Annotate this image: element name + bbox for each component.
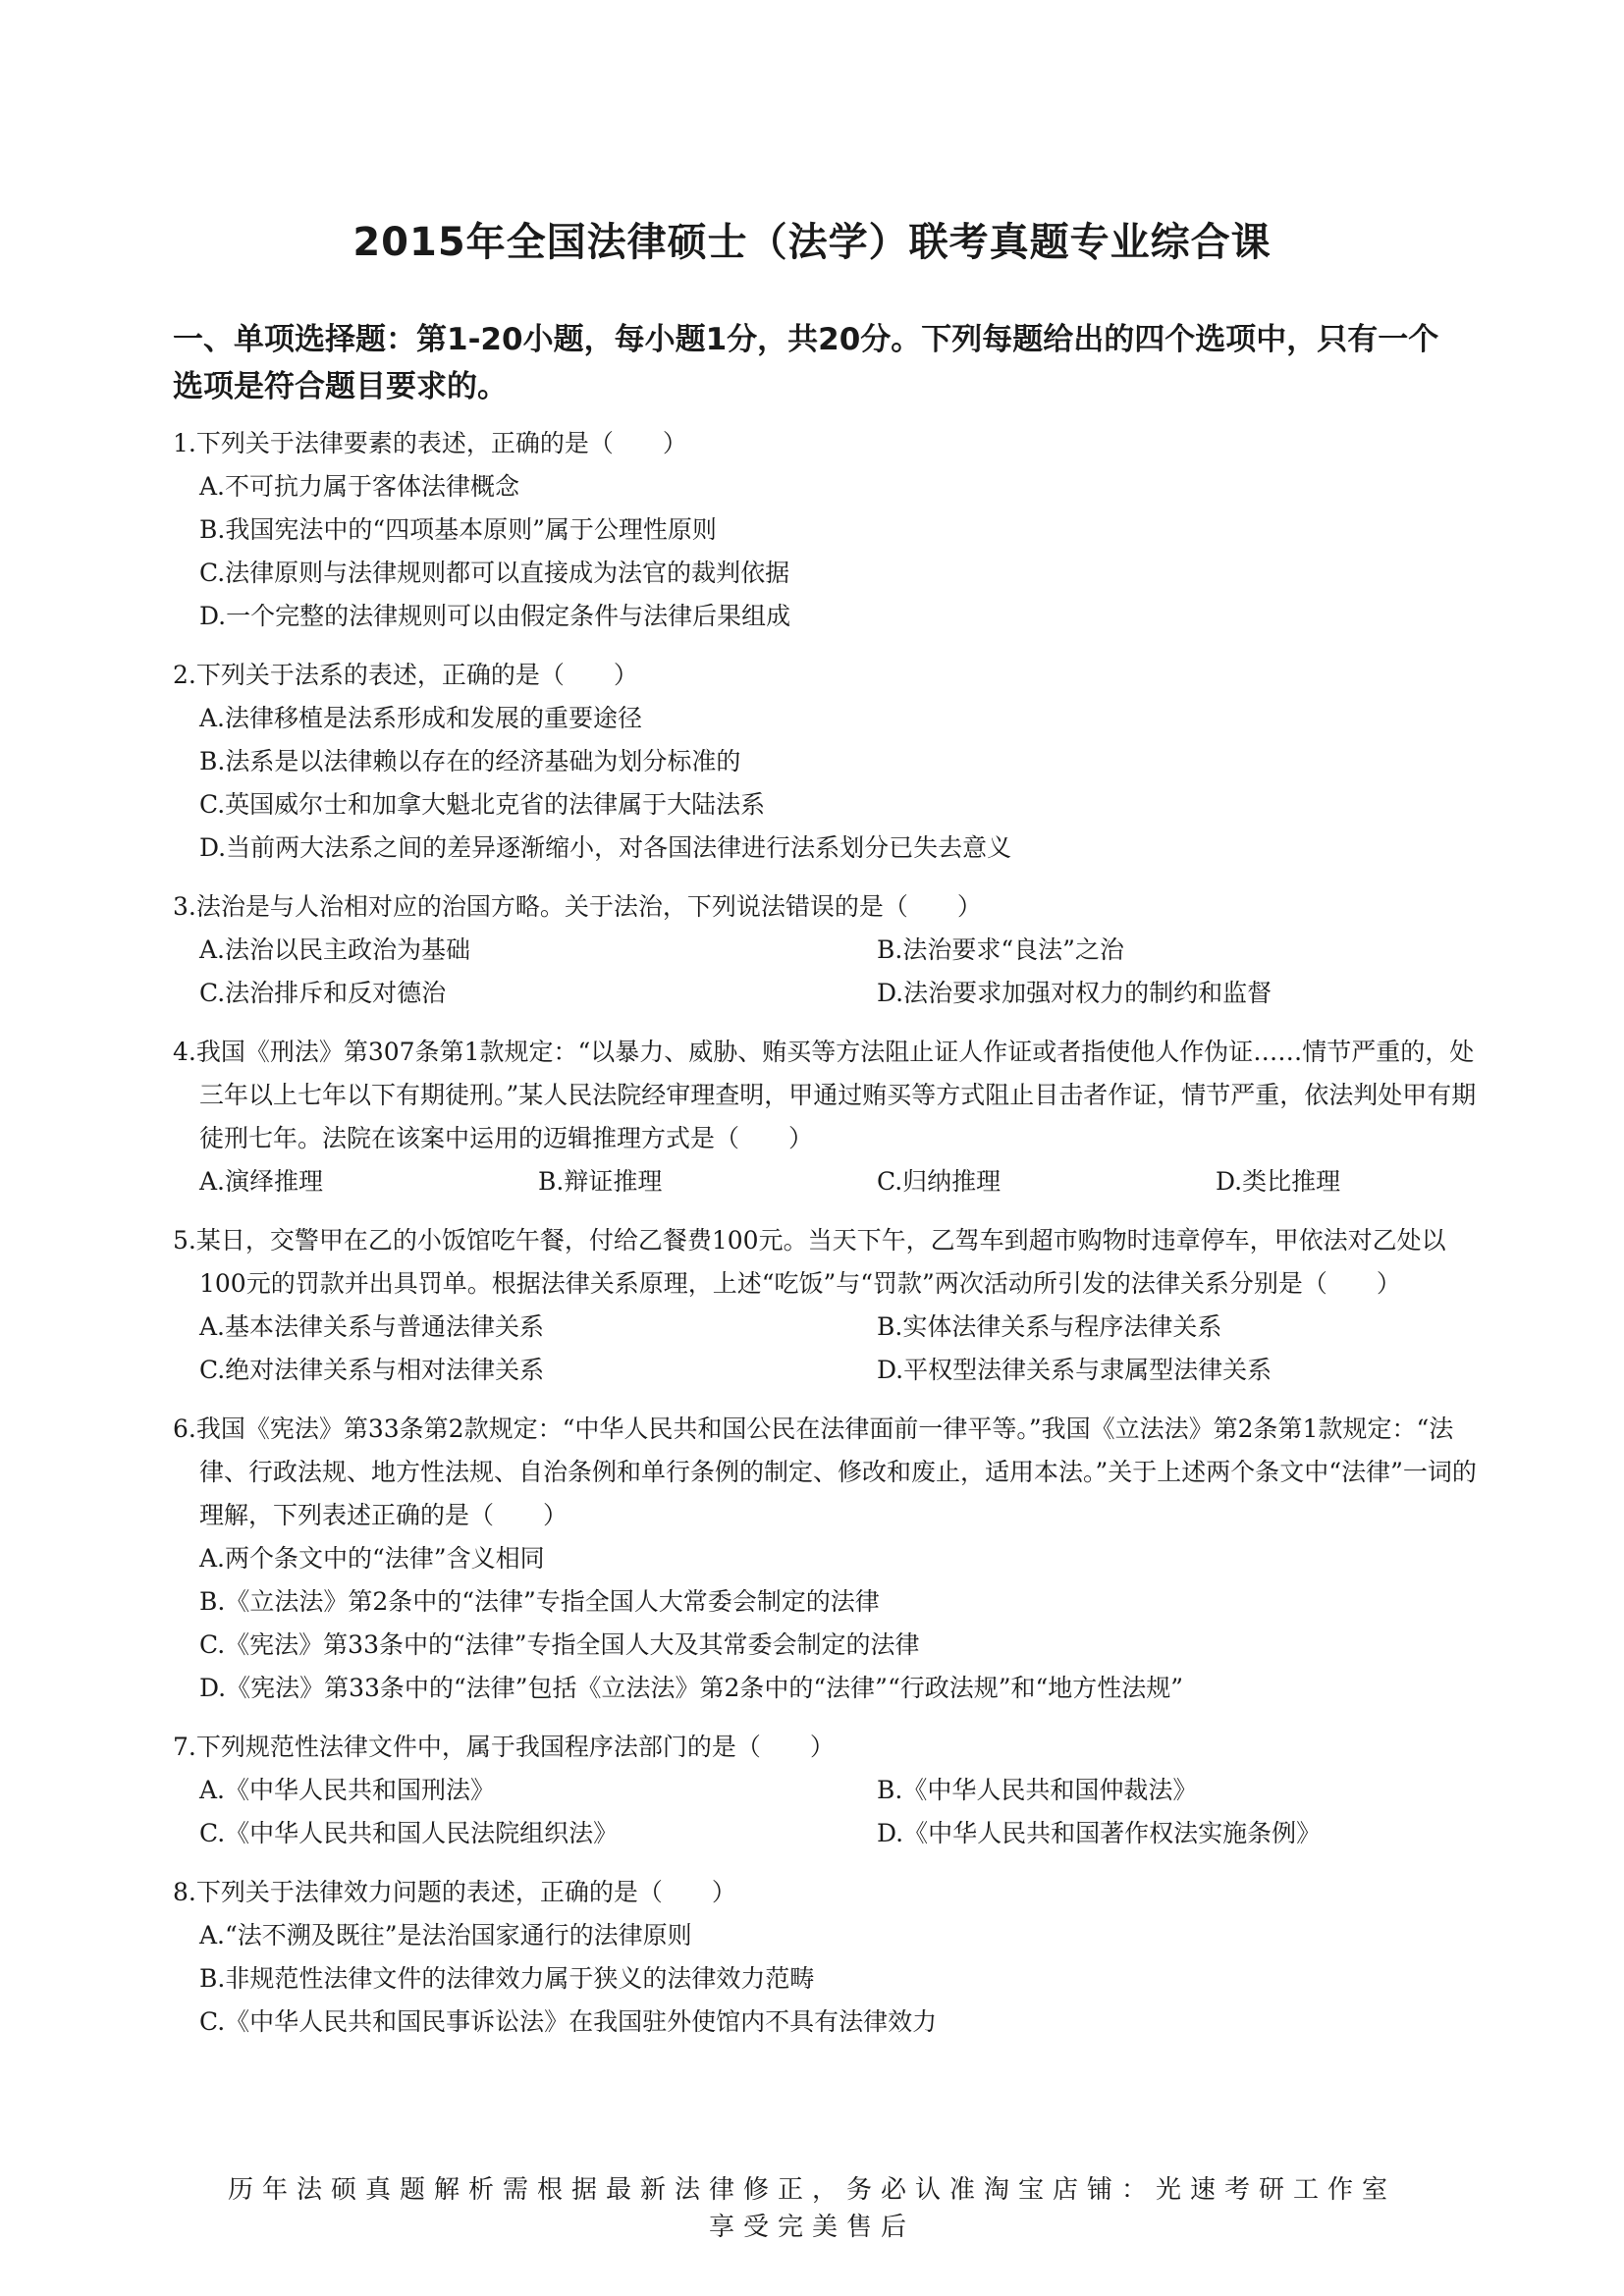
- question-stem: 8.下列关于法律效力问题的表述，正确的是（ ）: [173, 1878, 736, 1906]
- answer-option: D.类比推理: [1216, 1167, 1341, 1196]
- answer-option: D.平权型法律关系与隶属型法律关系: [877, 1356, 1272, 1384]
- answer-option: C.法律原则与法律规则都可以直接成为法官的裁判依据: [199, 559, 790, 587]
- answer-option: B.《中华人民共和国仲裁法》: [877, 1776, 1198, 1804]
- answer-option: D.一个完整的法律规则可以由假定条件与法律后果组成: [199, 602, 791, 630]
- page-title: 2015年全国法律硕士（法学）联考真题专业综合课: [352, 220, 1272, 265]
- question-item: [173, 1408, 1479, 1710]
- answer-option: B.实体法律关系与程序法律关系: [877, 1312, 1222, 1341]
- answer-option: C.《中华人民共和国民事诉讼法》在我国驻外使馆内不具有法律效力: [199, 2007, 938, 2036]
- question-stem: 6.我国《宪法》第33条第2款规定：“中华人民共和国公民在法律面前一律平等。”我国《立法法》第2条第1款规定：“法律、行政法规、地方性法规、自治条例和单行条例的制定、修改和废止，适用本法。”关于上述两个条文中“法律”一词的理解，下列表述正确的是（ ）: [173, 1415, 1477, 1529]
- answer-option: C.《宪法》第33条中的“法律”专指全国人大及其常委会制定的法律: [199, 1630, 920, 1659]
- option-group: [173, 465, 1479, 638]
- answer-option: D.法治要求加强对权力的制约和监督: [877, 979, 1272, 1007]
- section-header: 一、单项选择题：第1-20小题，每小题1分，共20分。下列每题给出的四个选项中，只有一个选项是符合题目要求的。: [173, 322, 1439, 404]
- footer-line-2: 享受完美售后: [708, 2213, 915, 2242]
- answer-option: A.基本法律关系与普通法律关系: [199, 1312, 545, 1341]
- option-group: [173, 1306, 1479, 1392]
- question-item: [173, 1726, 1479, 1855]
- question-item: [173, 422, 1479, 638]
- answer-option: C.英国威尔士和加拿大魁北克省的法律属于大陆法系: [199, 790, 766, 819]
- answer-option: D.《宪法》第33条中的“法律”包括《立法法》第2条中的“法律”“行政法规”和“地方性法规”: [199, 1674, 1184, 1702]
- question-item: [173, 1031, 1479, 1203]
- option-group: [173, 1160, 1479, 1203]
- question-item: [173, 654, 1479, 870]
- answer-option: B.我国宪法中的“四项基本原则”属于公理性原则: [199, 515, 717, 544]
- answer-option: B.《立法法》第2条中的“法律”专指全国人大常委会制定的法律: [199, 1587, 880, 1616]
- option-group: [173, 1769, 1479, 1855]
- question-item: [173, 1871, 1479, 2044]
- question-stem: 7.下列规范性法律文件中，属于我国程序法部门的是（ ）: [173, 1733, 835, 1761]
- question-stem: 4.我国《刑法》第307条第1款规定：“以暴力、威胁、贿买等方法阻止证人作证或者指使他人作伪证……情节严重的，处三年以上七年以下有期徒刑。”某人民法院经审理查明，甲通过贿买等方式阻止目击者作证，情节严重，依法判处甲有期徒刑七年。法院在该案中运用的迈辑推理方式是（ ）: [173, 1038, 1477, 1152]
- answer-option: B.辩证推理: [538, 1167, 663, 1196]
- answer-option: A.演绎推理: [199, 1167, 324, 1196]
- question-stem: 5.某日，交警甲在乙的小饭馆吃午餐，付给乙餐费100元。当天下午，乙驾车到超市购物时违章停车，甲依法对乙处以100元的罚款并出具罚单。根据法律关系原理，上述“吃饭”与“罚款”两次活动所引发的法律关系分别是（ ）: [173, 1226, 1446, 1298]
- question-list: [173, 422, 1479, 2059]
- answer-option: C.绝对法律关系与相对法律关系: [199, 1356, 545, 1384]
- option-group: [173, 1537, 1479, 1710]
- answer-option: B.非规范性法律文件的法律效力属于狭义的法律效力范畴: [199, 1964, 815, 1993]
- answer-option: B.法系是以法律赖以存在的经济基础为划分标准的: [199, 747, 741, 775]
- question-stem: 3.法治是与人治相对应的治国方略。关于法治，下列说法错误的是（ ）: [173, 892, 982, 921]
- answer-option: C.《中华人民共和国人民法院组织法》: [199, 1819, 619, 1847]
- answer-option: A.法律移植是法系形成和发展的重要途径: [199, 704, 643, 732]
- question-item: [173, 1219, 1479, 1392]
- answer-option: A.《中华人民共和国刑法》: [199, 1776, 496, 1804]
- question-stem: 1.下列关于法律要素的表述，正确的是（ ）: [173, 429, 687, 457]
- question-item: [173, 885, 1479, 1015]
- answer-option: B.法治要求“良法”之治: [877, 935, 1124, 964]
- footer-line-1: 历年法硕真题解析需根据最新法律修正，务必认准淘宝店铺：光速考研工作室: [227, 2175, 1396, 2205]
- answer-option: A.法治以民主政治为基础: [199, 935, 471, 964]
- answer-option: A.“法不溯及既往”是法治国家通行的法律原则: [199, 1921, 692, 1949]
- answer-option: A.不可抗力属于客体法律概念: [199, 472, 520, 501]
- option-group: [173, 697, 1479, 870]
- answer-option: D.当前两大法系之间的差异逐渐缩小，对各国法律进行法系划分已失去意义: [199, 833, 1012, 862]
- footer: [0, 2171, 1624, 2246]
- answer-option: C.归纳推理: [877, 1167, 1001, 1196]
- answer-option: A.两个条文中的“法律”含义相同: [199, 1544, 545, 1573]
- option-group: [173, 1914, 1479, 2044]
- answer-option: C.法治排斥和反对德治: [199, 979, 447, 1007]
- answer-option: D.《中华人民共和国著作权法实施条例》: [877, 1819, 1322, 1847]
- question-stem: 2.下列关于法系的表述，正确的是（ ）: [173, 661, 638, 689]
- option-group: [173, 929, 1479, 1015]
